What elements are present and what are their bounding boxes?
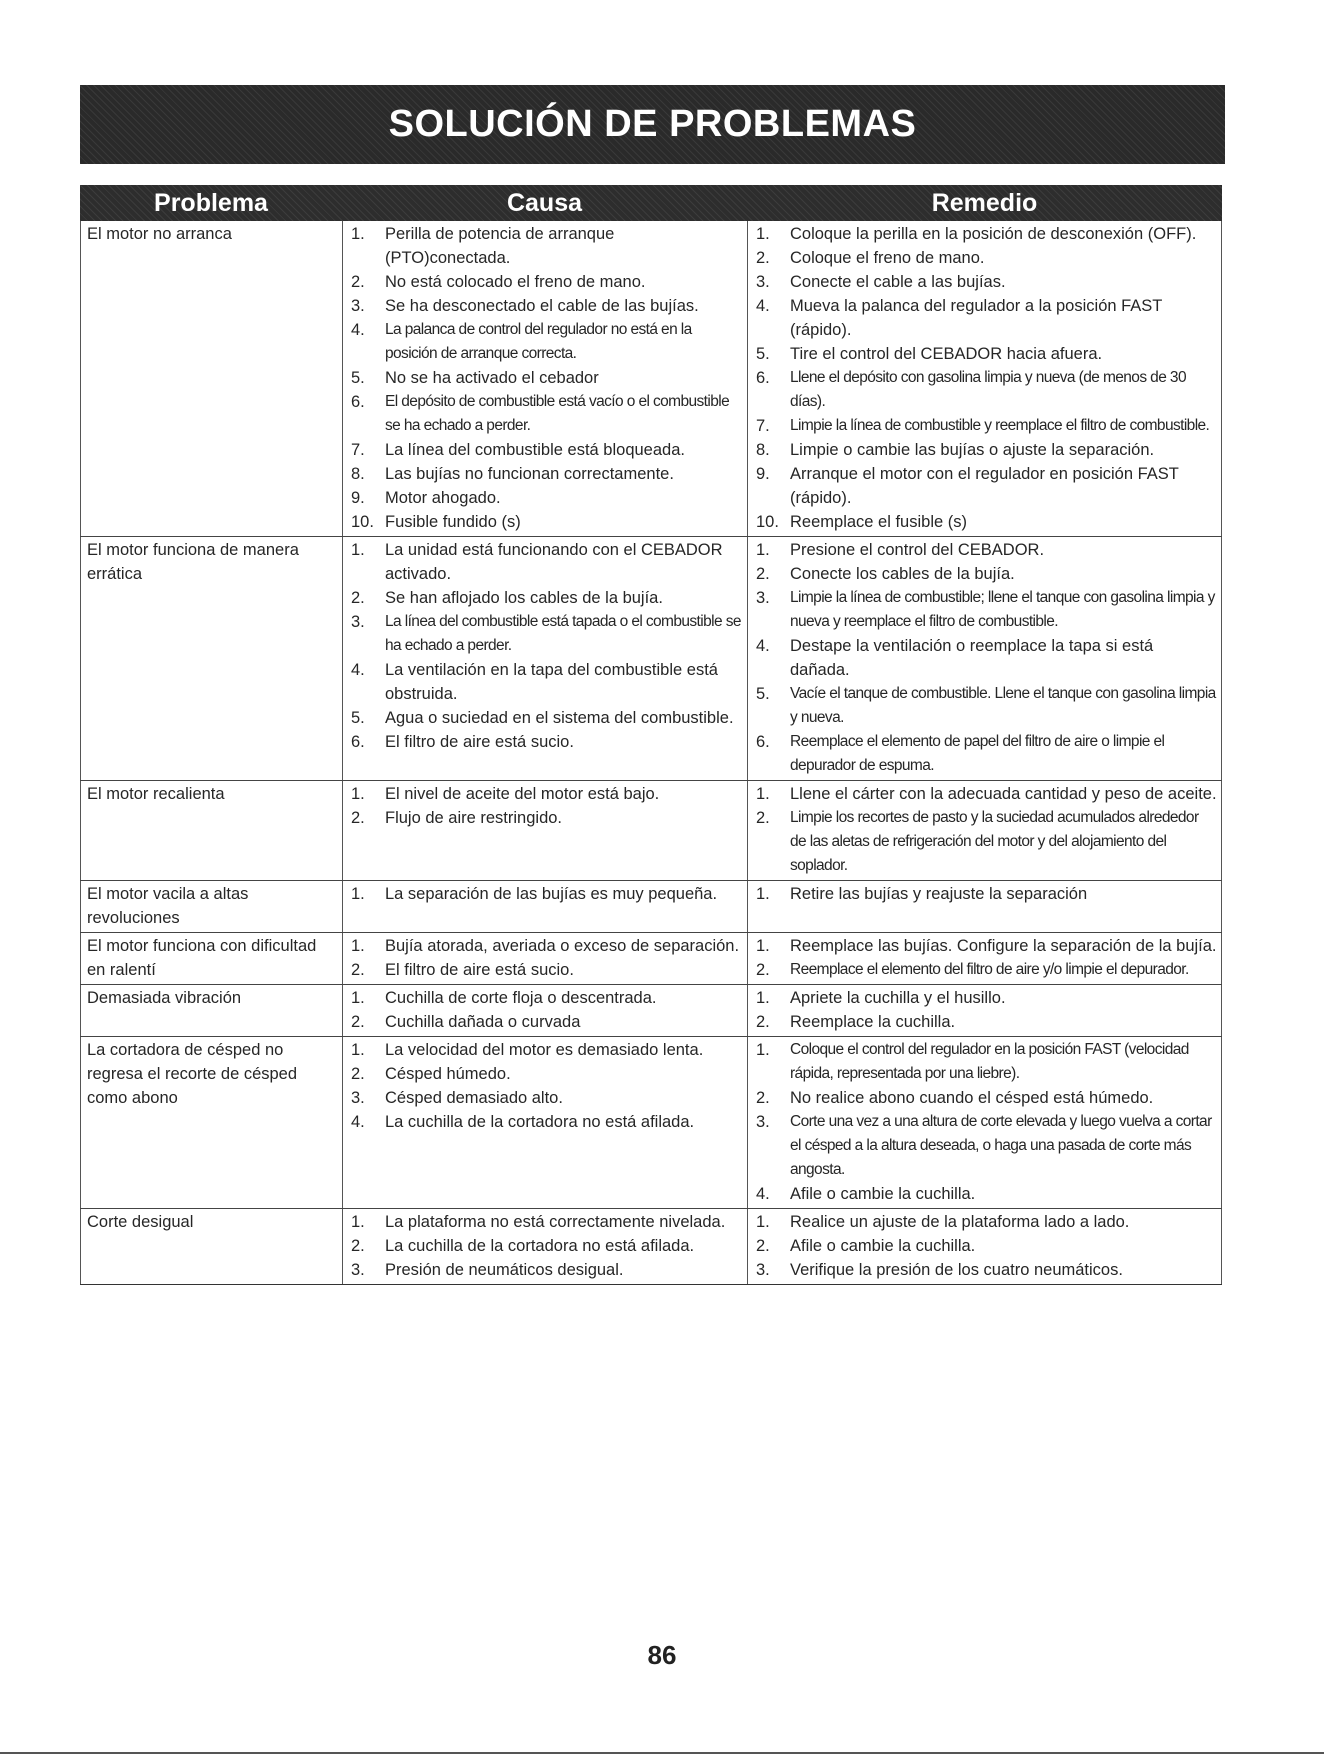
item-text: El nivel de aceite del motor está bajo. bbox=[385, 785, 660, 803]
header-problema: Problema bbox=[154, 188, 268, 217]
item-number: 8. bbox=[756, 441, 770, 459]
item-text: Coloque la perilla en la posición de desconexión (OFF). bbox=[790, 225, 1197, 243]
cause-item bbox=[351, 438, 743, 462]
item-text: No está colocado el freno de mano. bbox=[385, 273, 646, 291]
item-number: 2. bbox=[351, 809, 365, 827]
item-number: 1. bbox=[351, 225, 365, 243]
remedy-item bbox=[756, 1110, 1217, 1182]
remedy-cell bbox=[747, 1209, 1222, 1284]
item-text: La unidad está funcionando con el CEBADOR activado. bbox=[385, 541, 723, 583]
item-number: 4. bbox=[756, 297, 770, 315]
item-number: 4. bbox=[756, 637, 770, 655]
item-text: Las bujías no funcionan correctamente. bbox=[385, 465, 674, 483]
item-number: 2. bbox=[756, 1013, 770, 1031]
cause-item bbox=[351, 318, 743, 366]
cause-item bbox=[351, 934, 743, 958]
table-row bbox=[80, 880, 1222, 932]
remedy-item bbox=[756, 806, 1217, 878]
cause-item bbox=[351, 538, 743, 586]
item-number: 1. bbox=[351, 1041, 365, 1059]
item-number: 3. bbox=[351, 1261, 365, 1279]
item-number: 1. bbox=[351, 541, 365, 559]
remedy-item bbox=[756, 1234, 1217, 1258]
item-number: 2. bbox=[756, 1237, 770, 1255]
remedy-item bbox=[756, 1086, 1217, 1110]
table-body bbox=[80, 221, 1222, 1284]
remedy-item bbox=[756, 958, 1217, 982]
item-text: Cuchilla dañada o curvada bbox=[385, 1013, 581, 1031]
cause-item bbox=[351, 366, 743, 390]
item-number: 4. bbox=[351, 1113, 365, 1131]
remedy-item bbox=[756, 562, 1217, 586]
remedy-item bbox=[756, 366, 1217, 414]
item-text: Destape la ventilación o reemplace la tapa si está dañada. bbox=[790, 637, 1154, 679]
item-number: 5. bbox=[351, 369, 365, 387]
cause-cell bbox=[342, 1209, 747, 1284]
item-number: 7. bbox=[351, 441, 365, 459]
remedy-item bbox=[756, 462, 1217, 510]
item-number: 3. bbox=[756, 589, 770, 607]
item-text: Arranque el motor con el regulador en posición FAST (rápido). bbox=[790, 465, 1179, 507]
item-number: 10. bbox=[756, 513, 779, 531]
cause-item bbox=[351, 782, 743, 806]
item-number: 6. bbox=[756, 733, 770, 751]
remedy-item bbox=[756, 986, 1217, 1010]
remedy-item bbox=[756, 1182, 1217, 1206]
item-text: Se ha desconectado el cable de las bujías. bbox=[385, 297, 699, 315]
item-text: Mueva la palanca del regulador a la posición FAST (rápido). bbox=[790, 297, 1163, 339]
problem-cell: La cortadora de césped no regresa el recorte de césped como abono bbox=[80, 1037, 342, 1208]
problem-cell: El motor no arranca bbox=[80, 221, 342, 536]
item-number: 5. bbox=[756, 345, 770, 363]
cause-item bbox=[351, 462, 743, 486]
cause-item bbox=[351, 510, 743, 534]
item-number: 2. bbox=[756, 809, 770, 827]
item-number: 2. bbox=[351, 961, 365, 979]
item-number: 3. bbox=[351, 297, 365, 315]
item-text: Llene el depósito con gasolina limpia y nueva (de menos de 30 días). bbox=[790, 369, 1186, 410]
item-number: 10. bbox=[351, 513, 374, 531]
problem-cell: Demasiada vibración bbox=[80, 985, 342, 1036]
cause-item bbox=[351, 806, 743, 830]
table-row bbox=[80, 932, 1222, 984]
cause-item bbox=[351, 1010, 743, 1034]
cause-item bbox=[351, 1110, 743, 1134]
item-text: Apriete la cuchilla y el husillo. bbox=[790, 989, 1006, 1007]
remedy-item bbox=[756, 222, 1217, 246]
remedy-item bbox=[756, 510, 1217, 534]
item-text: Césped húmedo. bbox=[385, 1065, 511, 1083]
remedy-item bbox=[756, 882, 1217, 906]
item-text: Se han aflojado los cables de la bujía. bbox=[385, 589, 663, 607]
item-text: Reemplace las bujías. Configure la separación de la bujía. bbox=[790, 937, 1217, 955]
cause-item bbox=[351, 986, 743, 1010]
remedy-item bbox=[756, 1010, 1217, 1034]
item-number: 1. bbox=[756, 885, 770, 903]
cause-cell bbox=[342, 933, 747, 984]
item-number: 1. bbox=[756, 785, 770, 803]
cause-item bbox=[351, 1038, 743, 1062]
item-text: La velocidad del motor es demasiado lenta. bbox=[385, 1041, 704, 1059]
item-number: 4. bbox=[756, 1185, 770, 1203]
cause-item bbox=[351, 882, 743, 906]
item-number: 2. bbox=[756, 249, 770, 267]
table-row bbox=[80, 221, 1222, 536]
remedy-item bbox=[756, 1038, 1217, 1086]
cause-item bbox=[351, 658, 743, 706]
item-text: Vacíe el tanque de combustible. Llene el tanque con gasolina limpia y nueva. bbox=[790, 685, 1216, 726]
table-row bbox=[80, 1208, 1222, 1284]
item-text: Conecte los cables de la bujía. bbox=[790, 565, 1015, 583]
item-number: 6. bbox=[351, 733, 365, 751]
item-text: Reemplace el fusible (s) bbox=[790, 513, 967, 531]
item-number: 1. bbox=[351, 989, 365, 1007]
item-text: La separación de las bujías es muy pequeña. bbox=[385, 885, 718, 903]
problem-cell: El motor recalienta bbox=[80, 781, 342, 880]
cause-item bbox=[351, 958, 743, 982]
cause-item bbox=[351, 270, 743, 294]
cause-item bbox=[351, 610, 743, 658]
title-banner bbox=[80, 85, 1225, 164]
remedy-item bbox=[756, 270, 1217, 294]
item-number: 2. bbox=[351, 273, 365, 291]
cause-item bbox=[351, 730, 743, 754]
page-title: SOLUCIÓN DE PROBLEMAS bbox=[388, 103, 917, 145]
item-number: 2. bbox=[756, 961, 770, 979]
cause-cell bbox=[342, 537, 747, 780]
remedy-item bbox=[756, 934, 1217, 958]
item-text: El filtro de aire está sucio. bbox=[385, 733, 574, 751]
item-text: La ventilación en la tapa del combustible está obstruida. bbox=[385, 661, 718, 703]
cause-item bbox=[351, 222, 743, 270]
problem-cell: Corte desigual bbox=[80, 1209, 342, 1284]
item-number: 3. bbox=[351, 613, 365, 631]
item-text: Realice un ajuste de la plataforma lado a lado. bbox=[790, 1213, 1130, 1231]
problem-cell: El motor vacila a altas revoluciones bbox=[80, 881, 342, 932]
item-text: Limpie la línea de combustible; llene el tanque con gasolina limpia y nueva y reemplace el filtro de combustible. bbox=[790, 589, 1215, 630]
item-number: 2. bbox=[756, 565, 770, 583]
item-number: 5. bbox=[756, 685, 770, 703]
cause-cell bbox=[342, 881, 747, 932]
item-text: Tire el control del CEBADOR hacia afuera. bbox=[790, 345, 1103, 363]
item-text: Afile o cambie la cuchilla. bbox=[790, 1237, 976, 1255]
remedy-item bbox=[756, 782, 1217, 806]
item-number: 6. bbox=[351, 393, 365, 411]
item-number: 3. bbox=[351, 1089, 365, 1107]
remedy-item bbox=[756, 586, 1217, 634]
item-text: Césped demasiado alto. bbox=[385, 1089, 563, 1107]
cause-cell bbox=[342, 221, 747, 536]
item-number: 1. bbox=[351, 937, 365, 955]
table-row bbox=[80, 780, 1222, 880]
remedy-item bbox=[756, 342, 1217, 366]
bottom-rule bbox=[0, 1752, 1324, 1754]
item-number: 9. bbox=[351, 489, 365, 507]
item-text: El depósito de combustible está vacío o el combustible se ha echado a perder. bbox=[385, 393, 730, 434]
cause-item bbox=[351, 1086, 743, 1110]
cause-item bbox=[351, 294, 743, 318]
item-text: Agua o suciedad en el sistema del combustible. bbox=[385, 709, 734, 727]
item-number: 1. bbox=[351, 885, 365, 903]
cause-item bbox=[351, 1062, 743, 1086]
item-text: Presión de neumáticos desigual. bbox=[385, 1261, 624, 1279]
cause-item bbox=[351, 486, 743, 510]
item-text: El filtro de aire está sucio. bbox=[385, 961, 574, 979]
item-number: 1. bbox=[756, 989, 770, 1007]
item-number: 9. bbox=[756, 465, 770, 483]
item-text: Presione el control del CEBADOR. bbox=[790, 541, 1045, 559]
item-number: 4. bbox=[351, 321, 365, 339]
remedy-item bbox=[756, 414, 1217, 438]
item-text: La cuchilla de la cortadora no está afilada. bbox=[385, 1113, 695, 1131]
remedy-cell bbox=[747, 781, 1222, 880]
item-text: La cuchilla de la cortadora no está afilada. bbox=[385, 1237, 695, 1255]
problem-cell: El motor funciona de manera errática bbox=[80, 537, 342, 780]
item-text: Motor ahogado. bbox=[385, 489, 501, 507]
cause-cell bbox=[342, 1037, 747, 1208]
item-text: Conecte el cable a las bujías. bbox=[790, 273, 1006, 291]
remedy-cell bbox=[747, 985, 1222, 1036]
troubleshooting-table bbox=[80, 185, 1222, 1285]
item-text: Reemplace el elemento de papel del filtro de aire o limpie el depurador de espuma. bbox=[790, 733, 1165, 774]
table-header bbox=[80, 185, 1222, 221]
item-text: Corte una vez a una altura de corte elevada y luego vuelva a cortar el césped a la altura deseada, o haga una pasada de corte más angosta. bbox=[790, 1113, 1212, 1178]
remedy-cell bbox=[747, 1037, 1222, 1208]
header-remedio: Remedio bbox=[931, 188, 1038, 217]
remedy-item bbox=[756, 634, 1217, 682]
cause-item bbox=[351, 1234, 743, 1258]
item-text: Fusible fundido (s) bbox=[385, 513, 521, 531]
item-text: Flujo de aire restringido. bbox=[385, 809, 563, 827]
item-text: Cuchilla de corte floja o descentrada. bbox=[385, 989, 657, 1007]
cause-cell bbox=[342, 781, 747, 880]
item-text: No se ha activado el cebador bbox=[385, 369, 599, 387]
item-number: 5. bbox=[351, 709, 365, 727]
remedy-item bbox=[756, 246, 1217, 270]
item-text: Limpie los recortes de pasto y la suciedad acumulados alrededor de las aletas de refrigeración del motor y del alojamiento del soplador. bbox=[790, 809, 1199, 874]
item-number: 7. bbox=[756, 417, 770, 435]
problem-cell: El motor funciona con dificultad en ralentí bbox=[80, 933, 342, 984]
item-number: 3. bbox=[756, 1261, 770, 1279]
item-text: Limpie o cambie las bujías o ajuste la separación. bbox=[790, 441, 1155, 459]
cause-item bbox=[351, 586, 743, 610]
item-text: La plataforma no está correctamente nivelada. bbox=[385, 1213, 726, 1231]
item-text: Coloque el control del regulador en la posición FAST (velocidad rápida, representada por una liebre). bbox=[790, 1041, 1189, 1082]
item-text: Reemplace el elemento del filtro de aire y/o limpie el depurador. bbox=[790, 961, 1189, 978]
item-text: Bujía atorada, averiada o exceso de separación. bbox=[385, 937, 740, 955]
item-text: Retire las bujías y reajuste la separación bbox=[790, 885, 1088, 903]
remedy-item bbox=[756, 438, 1217, 462]
item-text: La línea del combustible está bloqueada. bbox=[385, 441, 685, 459]
cause-item bbox=[351, 390, 743, 438]
item-text: Reemplace la cuchilla. bbox=[790, 1013, 956, 1031]
item-number: 2. bbox=[756, 1089, 770, 1107]
remedy-item bbox=[756, 538, 1217, 562]
item-number: 1. bbox=[756, 225, 770, 243]
item-number: 3. bbox=[756, 273, 770, 291]
item-number: 2. bbox=[351, 1237, 365, 1255]
table-row bbox=[80, 1036, 1222, 1208]
item-number: 2. bbox=[351, 1013, 365, 1031]
item-text: La palanca de control del regulador no está en la posición de arranque correcta. bbox=[385, 321, 692, 362]
item-number: 1. bbox=[756, 1041, 770, 1059]
item-text: Verifique la presión de los cuatro neumáticos. bbox=[790, 1261, 1123, 1279]
item-text: Perilla de potencia de arranque (PTO)conectada. bbox=[385, 225, 615, 267]
cause-item bbox=[351, 1210, 743, 1234]
item-text: Afile o cambie la cuchilla. bbox=[790, 1185, 976, 1203]
item-text: Coloque el freno de mano. bbox=[790, 249, 985, 267]
remedy-cell bbox=[747, 537, 1222, 780]
item-text: Limpie la línea de combustible y reemplace el filtro de combustible. bbox=[790, 417, 1210, 434]
cause-cell bbox=[342, 985, 747, 1036]
item-number: 1. bbox=[756, 937, 770, 955]
item-number: 2. bbox=[351, 589, 365, 607]
item-number: 3. bbox=[756, 1113, 770, 1131]
remedy-item bbox=[756, 1258, 1217, 1282]
remedy-item bbox=[756, 294, 1217, 342]
item-text: Llene el cárter con la adecuada cantidad y peso de aceite. bbox=[790, 785, 1217, 803]
cause-item bbox=[351, 1258, 743, 1282]
item-number: 1. bbox=[351, 1213, 365, 1231]
cause-item bbox=[351, 706, 743, 730]
item-text: La línea del combustible está tapada o el combustible se ha echado a perder. bbox=[385, 613, 741, 654]
item-text: No realice abono cuando el césped está húmedo. bbox=[790, 1089, 1154, 1107]
item-number: 6. bbox=[756, 369, 770, 387]
table-row bbox=[80, 536, 1222, 780]
item-number: 1. bbox=[756, 541, 770, 559]
remedy-cell bbox=[747, 881, 1222, 932]
remedy-item bbox=[756, 1210, 1217, 1234]
item-number: 1. bbox=[351, 785, 365, 803]
item-number: 1. bbox=[756, 1213, 770, 1231]
remedy-cell bbox=[747, 933, 1222, 984]
remedy-item bbox=[756, 682, 1217, 730]
page-number: 86 bbox=[647, 1640, 677, 1670]
item-number: 8. bbox=[351, 465, 365, 483]
item-number: 2. bbox=[351, 1065, 365, 1083]
remedy-cell bbox=[747, 221, 1222, 536]
header-causa: Causa bbox=[506, 188, 583, 217]
remedy-item bbox=[756, 730, 1217, 778]
table-row bbox=[80, 984, 1222, 1036]
item-number: 4. bbox=[351, 661, 365, 679]
